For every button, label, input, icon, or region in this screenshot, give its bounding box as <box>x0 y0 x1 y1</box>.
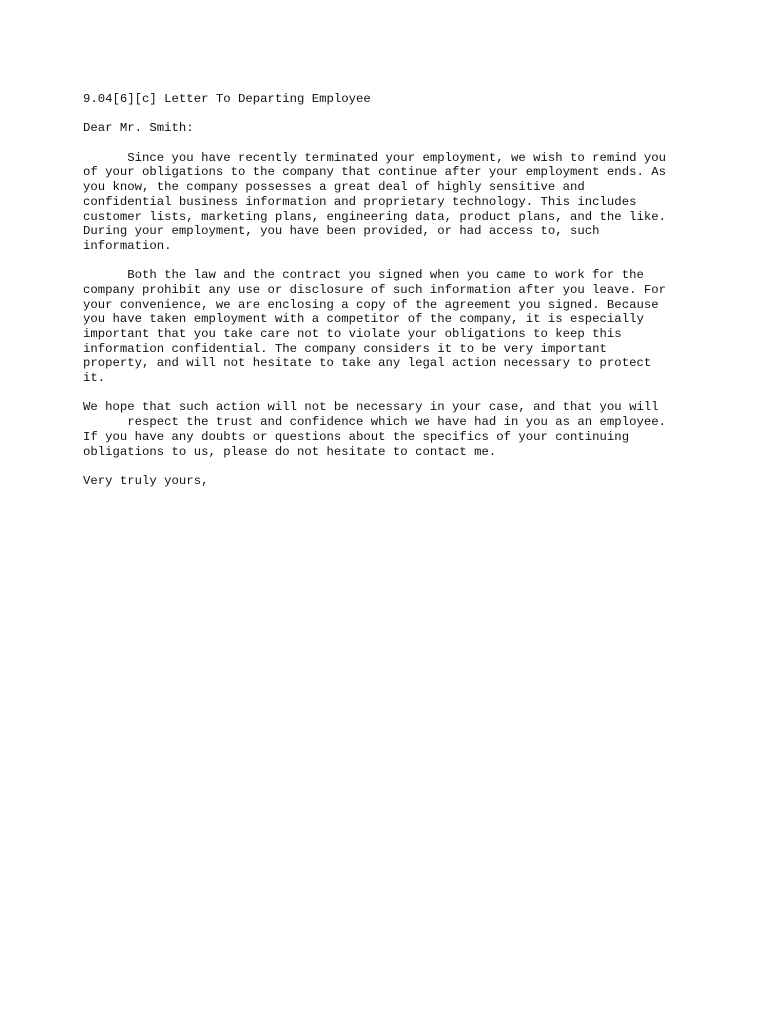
letter-body <box>83 92 703 489</box>
spacer <box>83 254 703 269</box>
paragraph-line: information. <box>83 238 172 253</box>
paragraph-line: If you have any doubts or questions about the specifics of your continuing <box>83 429 630 444</box>
paragraph-line: you have taken employment with a competitor of the company, it is especially <box>83 312 644 327</box>
closing: Very truly yours, <box>83 473 209 488</box>
paragraph-line: information confidential. The company considers it to be very important <box>83 341 607 356</box>
paragraph-line: Since you have recently terminated your employment, we wish to remind you <box>83 150 666 165</box>
paragraph-line: obligations to us, please do not hesitate to contact me. <box>83 444 497 459</box>
paragraph-3 <box>83 400 703 459</box>
paragraph-line: company prohibit any use or disclosure of such information after you leave. For <box>83 282 666 297</box>
paragraph-line: We hope that such action will not be necessary in your case, and that you will <box>83 400 659 415</box>
spacer <box>83 136 703 151</box>
paragraph-1 <box>83 151 703 254</box>
paragraph-line: you know, the company possesses a great deal of highly sensitive and <box>83 180 585 195</box>
paragraph-line: During your employment, you have been provided, or had access to, such <box>83 224 600 239</box>
letter-heading: 9.04[6][c] Letter To Departing Employee <box>83 92 371 106</box>
spacer <box>83 386 703 401</box>
salutation: Dear Mr. Smith: <box>83 121 194 136</box>
paragraph-line: important that you take care not to violate your obligations to keep this <box>83 327 622 341</box>
paragraph-line: of your obligations to the company that continue after your employment ends. As <box>83 165 666 180</box>
paragraph-2 <box>83 268 703 386</box>
spacer <box>83 459 703 474</box>
spacer <box>83 107 703 122</box>
paragraph-line: respect the trust and confidence which we have had in you as an employee. <box>83 415 666 430</box>
paragraph-line: property, and will not hesitate to take any legal action necessary to protect <box>83 356 652 371</box>
paragraph-line: customer lists, marketing plans, engineering data, product plans, and the like. <box>83 209 666 224</box>
paragraph-line: confidential business information and proprietary technology. This includes <box>83 194 637 209</box>
paragraph-line: your convenience, we are enclosing a copy of the agreement you signed. Because <box>83 297 659 312</box>
paragraph-line: it. <box>83 371 106 386</box>
paragraph-line: Both the law and the contract you signed when you came to work for the <box>83 268 644 283</box>
